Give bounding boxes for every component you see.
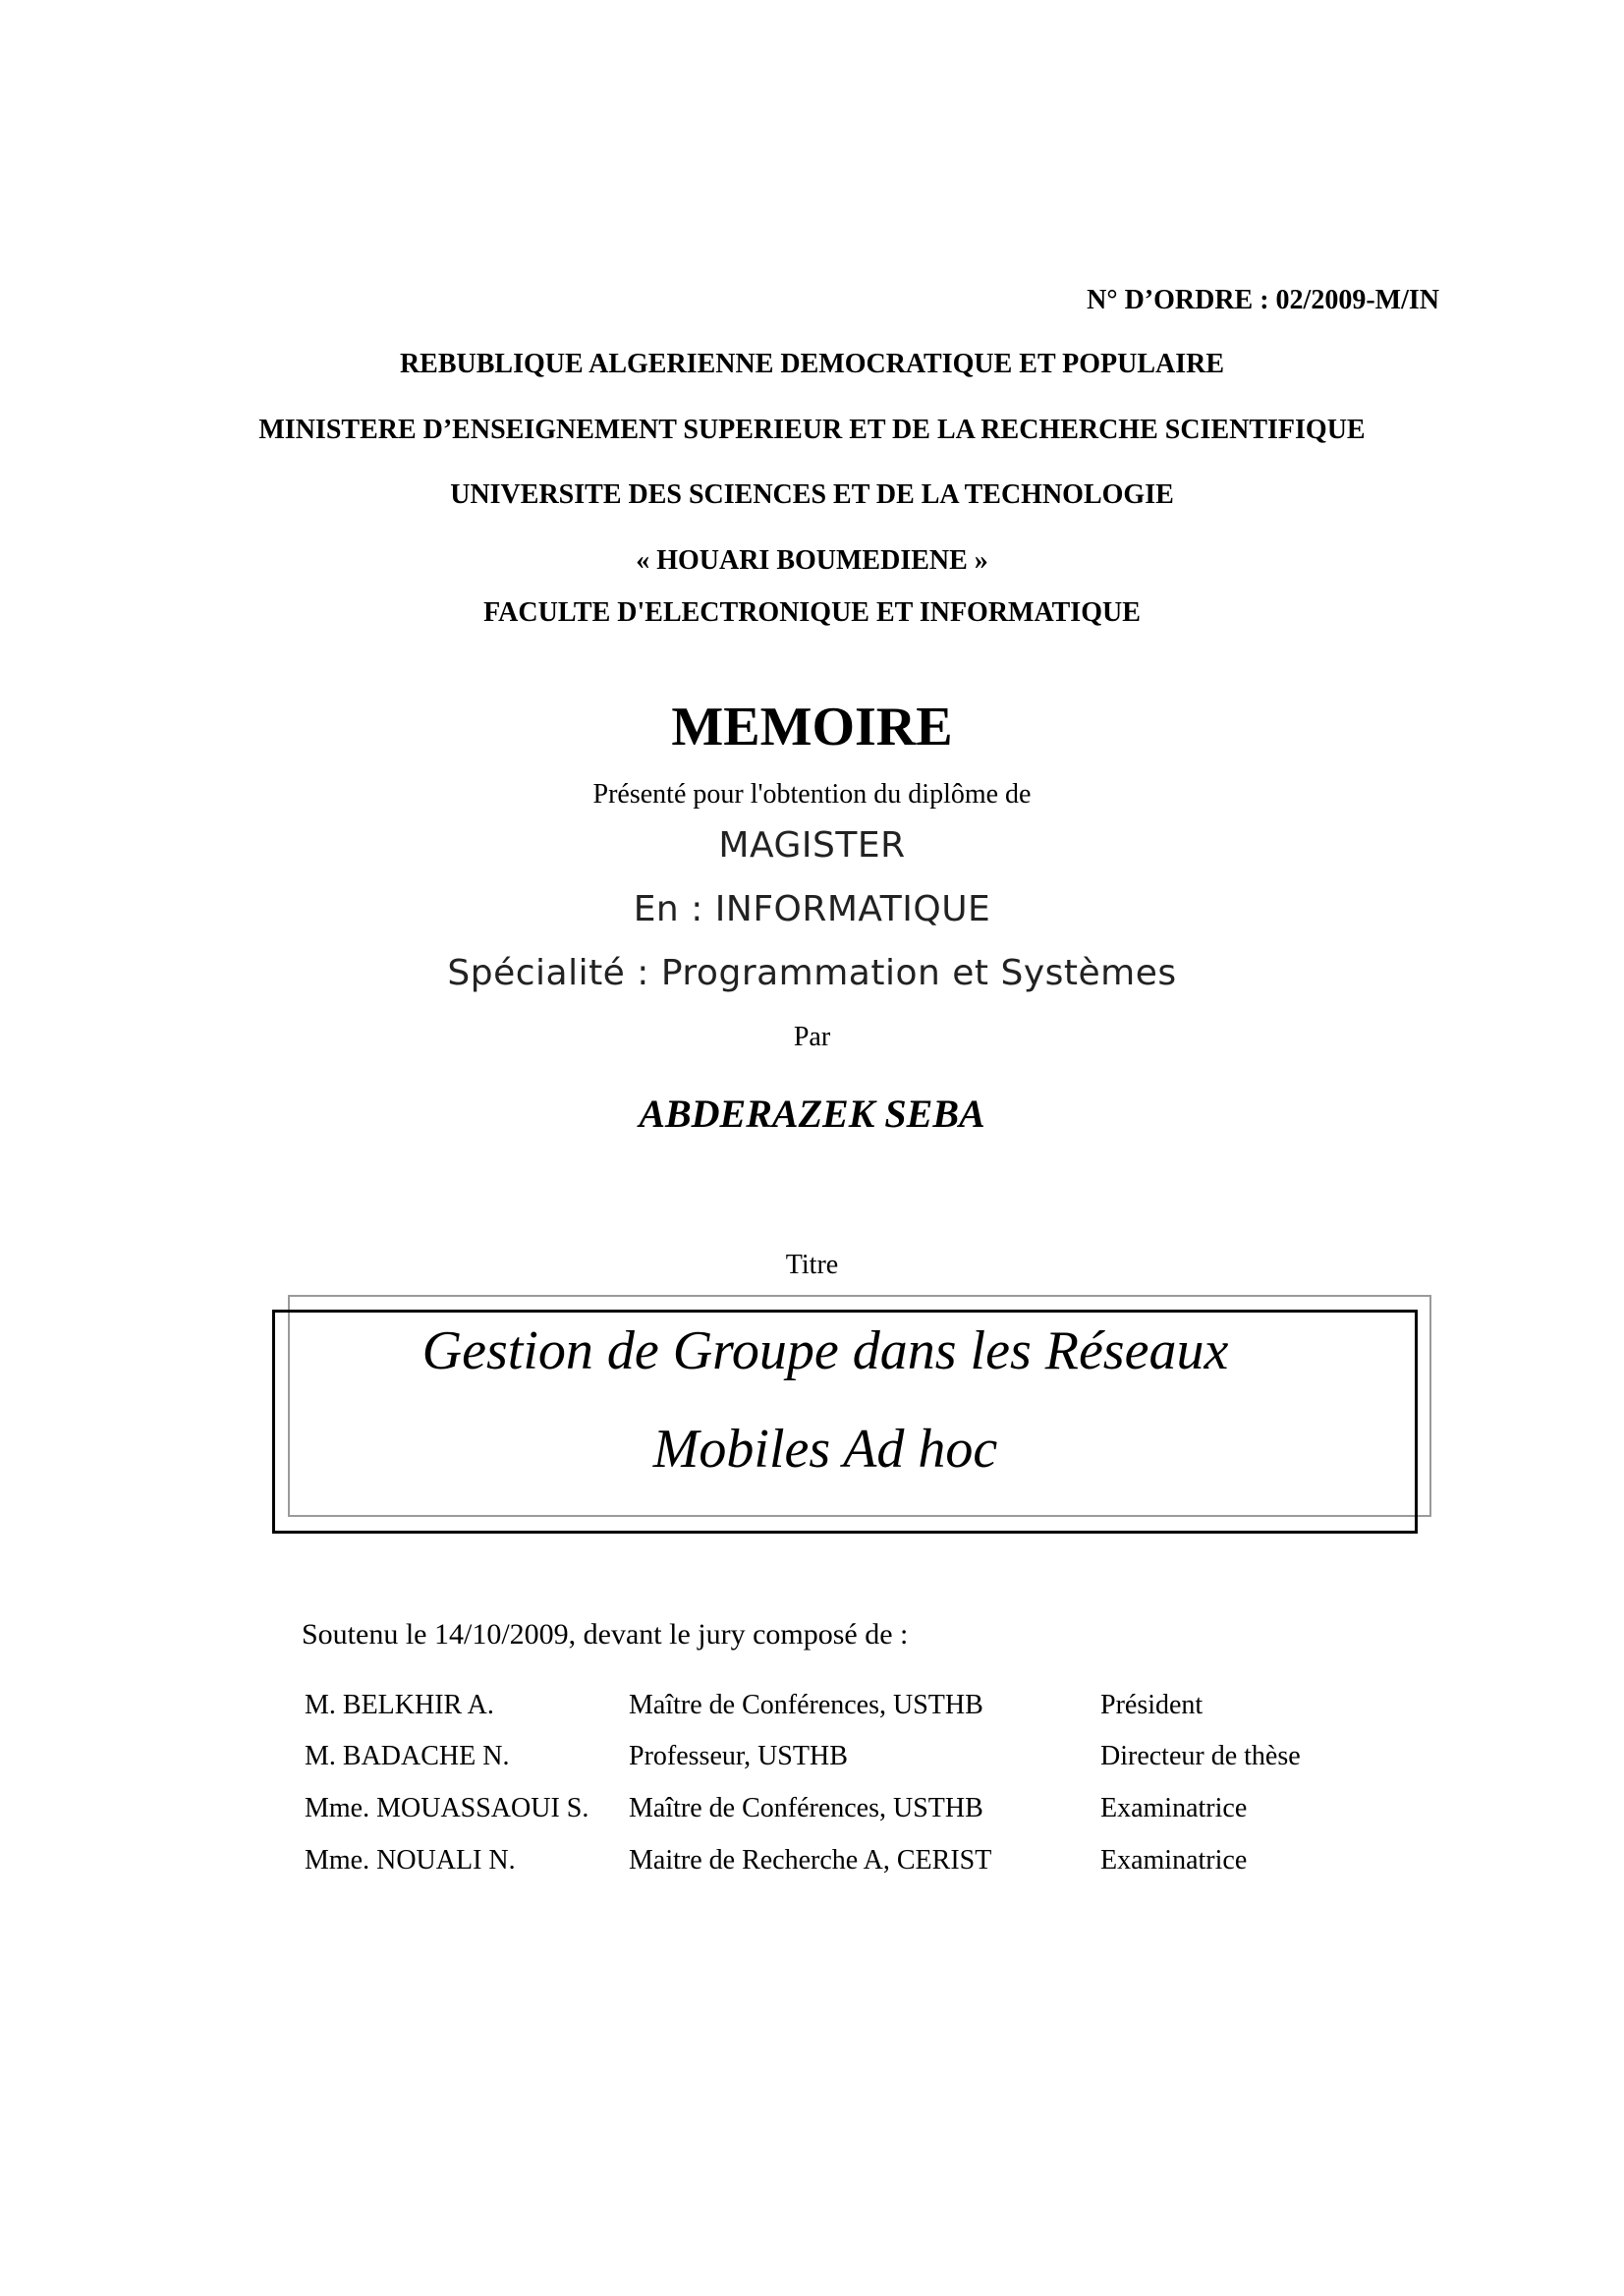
jury-member-name: M. BELKHIR A. [305, 1690, 494, 1720]
faculty-header: FACULTE D'ELECTRONIQUE ET INFORMATIQUE [483, 597, 1141, 628]
thesis-title-line-1: Gestion de Groupe dans les Réseaux [421, 1320, 1229, 1381]
jury-member-role: Examinatrice [1100, 1845, 1248, 1876]
jury-member-name: Mme. NOUALI N. [305, 1845, 516, 1876]
republic-header: REBUBLIQUE ALGERIENNE DEMOCRATIQUE ET POPULAIRE [399, 349, 1225, 379]
university-header: UNIVERSITE DES SCIENCES ET DE LA TECHNOLOGIE [450, 479, 1174, 510]
specialty: Spécialité : Programmation et Systèmes [447, 953, 1177, 993]
document-type: MEMOIRE [671, 697, 953, 757]
defense-statement: Soutenu le 14/10/2009, devant le jury composé de : [302, 1618, 909, 1651]
discipline: En : INFORMATIQUE [633, 889, 991, 929]
thesis-title-line-2: Mobiles Ad hoc [652, 1419, 998, 1480]
jury-member-title: Maître de Conférences, USTHB [629, 1793, 983, 1823]
jury-member-name: M. BADACHE N. [305, 1741, 510, 1771]
diploma-name: MAGISTER [718, 825, 906, 866]
jury-member-role: Directeur de thèse [1100, 1741, 1301, 1771]
jury-member-role: Président [1100, 1690, 1204, 1720]
title-label: Titre [785, 1250, 839, 1280]
by-label: Par [793, 1022, 831, 1052]
presented-for-text: Présenté pour l'obtention du diplôme de [592, 779, 1032, 810]
university-name: « HOUARI BOUMEDIENE » [636, 545, 988, 576]
jury-member-role: Examinatrice [1100, 1793, 1248, 1823]
jury-member-title: Maitre de Recherche A, CERIST [629, 1845, 992, 1876]
jury-member-name: Mme. MOUASSAOUI S. [305, 1793, 589, 1823]
author-name: ABDERAZEK SEBA [639, 1092, 985, 1136]
order-number: N° D’ORDRE : 02/2009-M/IN [1087, 285, 1439, 315]
jury-member-title: Maître de Conférences, USTHB [629, 1690, 983, 1720]
jury-member-title: Professeur, USTHB [629, 1741, 848, 1771]
ministry-header: MINISTERE D’ENSEIGNEMENT SUPERIEUR ET DE LA RECHERCHE SCIENTIFIQUE [258, 415, 1366, 445]
